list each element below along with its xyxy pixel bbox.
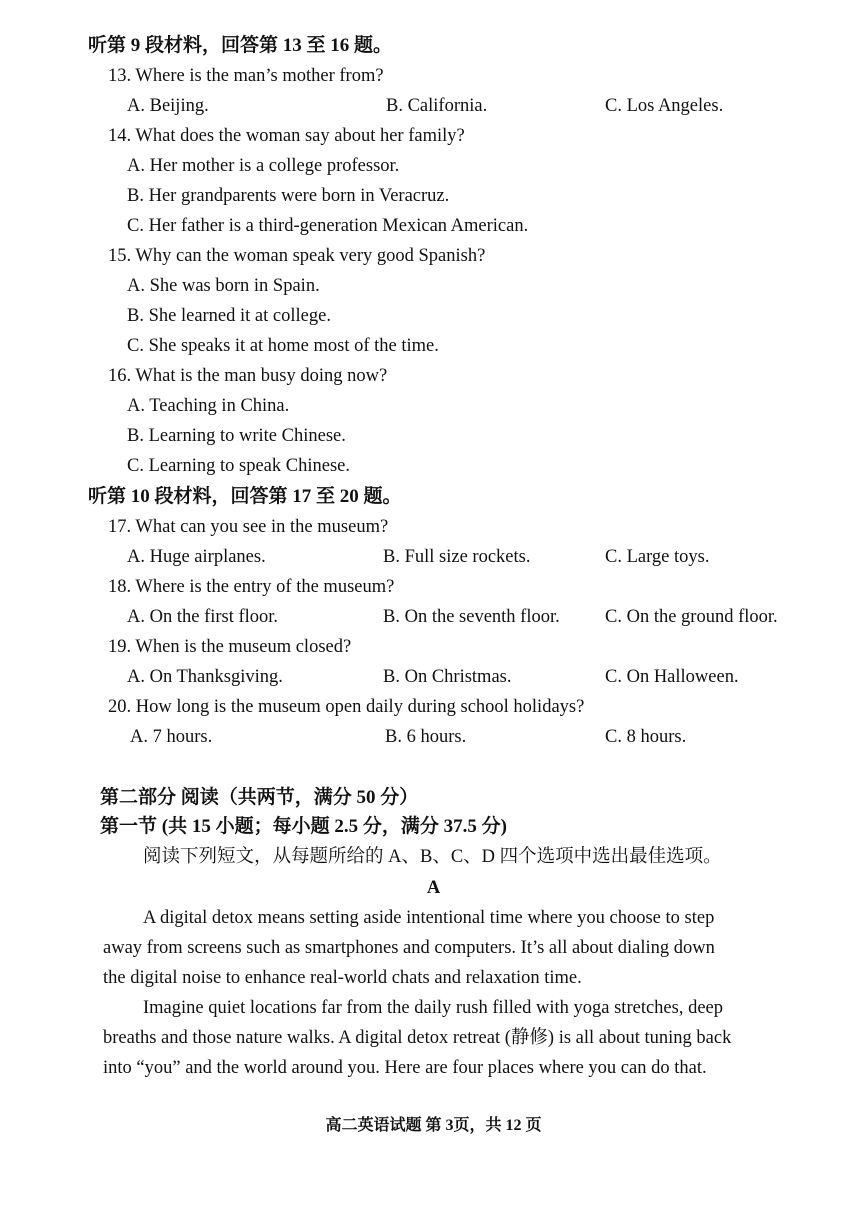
section-9-heading: 听第 9 段材料，回答第 13 至 16 题。	[88, 35, 393, 56]
q19-option-a: A. On Thanksgiving.	[127, 667, 283, 687]
paragraph-1-line-3: the digital noise to enhance real-world chats and relaxation time.	[103, 968, 582, 988]
q19-option-c: C. On Halloween.	[605, 667, 739, 687]
q13-option-a: A. Beijing.	[127, 96, 209, 116]
q18-option-b: B. On the seventh floor.	[383, 607, 560, 627]
q18-option-a: A. On the first floor.	[127, 607, 279, 627]
part-2-title: 第二部分 阅读（共两节，满分 50 分）	[100, 787, 419, 808]
q17-option-b: B. Full size rockets.	[383, 547, 531, 567]
q16-option-c: C. Learning to speak Chinese.	[127, 456, 350, 476]
q20-option-b: B. 6 hours.	[385, 727, 467, 747]
q15-option-c: C. She speaks it at home most of the time.	[127, 336, 439, 356]
q15-option-a: A. She was born in Spain.	[127, 276, 320, 296]
section-10-heading: 听第 10 段材料，回答第 17 至 20 题。	[88, 486, 402, 507]
q19-option-b: B. On Christmas.	[383, 667, 512, 687]
part-2-section-1-title: 第一节 (共 15 小题；每小题 2.5 分，满分 37.5 分)	[100, 816, 507, 837]
question-13: 13. Where is the man’s mother from?	[108, 66, 384, 86]
q15-option-b: B. She learned it at college.	[127, 306, 331, 326]
question-16: 16. What is the man busy doing now?	[108, 366, 388, 386]
paragraph-2-line-1: Imagine quiet locations far from the daily rush filled with yoga stretches, deep	[143, 998, 724, 1018]
q17-option-c: C. Large toys.	[605, 547, 710, 567]
question-14: 14. What does the woman say about her family?	[108, 126, 465, 146]
reading-instruction: 阅读下列短文，从每题所给的 A、B、C、D 四个选项中选出最佳选项。	[143, 847, 722, 867]
q14-option-c: C. Her father is a third-generation Mexican American.	[127, 216, 529, 236]
passage-label: A	[426, 878, 441, 898]
question-17: 17. What can you see in the museum?	[108, 517, 389, 537]
q18-option-c: C. On the ground floor.	[605, 607, 778, 627]
paragraph-2-line-3: into “you” and the world around you. Here are four places where you can do that.	[103, 1058, 707, 1078]
q16-option-b: B. Learning to write Chinese.	[127, 426, 346, 446]
question-19: 19. When is the museum closed?	[108, 637, 352, 657]
paragraph-1-line-2: away from screens such as smartphones and computers. It’s all about dialing down	[103, 938, 715, 958]
q13-option-c: C. Los Angeles.	[605, 96, 724, 116]
question-15: 15. Why can the woman speak very good Spanish?	[108, 246, 486, 266]
page-footer: 高二英语试题 第 3页，共 12 页	[325, 1117, 542, 1134]
q20-option-c: C. 8 hours.	[605, 727, 687, 747]
q17-option-a: A. Huge airplanes.	[127, 547, 266, 567]
q20-option-a: A. 7 hours.	[130, 727, 213, 747]
q16-option-a: A. Teaching in China.	[127, 396, 290, 416]
q14-option-a: A. Her mother is a college professor.	[127, 156, 400, 176]
question-18: 18. Where is the entry of the museum?	[108, 577, 395, 597]
question-20: 20. How long is the museum open daily during school holidays?	[108, 697, 585, 717]
q14-option-b: B. Her grandparents were born in Veracruz.	[127, 186, 450, 206]
paragraph-1-line-1: A digital detox means setting aside intentional time where you choose to step	[143, 908, 715, 928]
q13-option-b: B. California.	[386, 96, 488, 116]
paragraph-2-line-2: breaths and those nature walks. A digital detox retreat (静修) is all about tuning back	[103, 1028, 732, 1048]
